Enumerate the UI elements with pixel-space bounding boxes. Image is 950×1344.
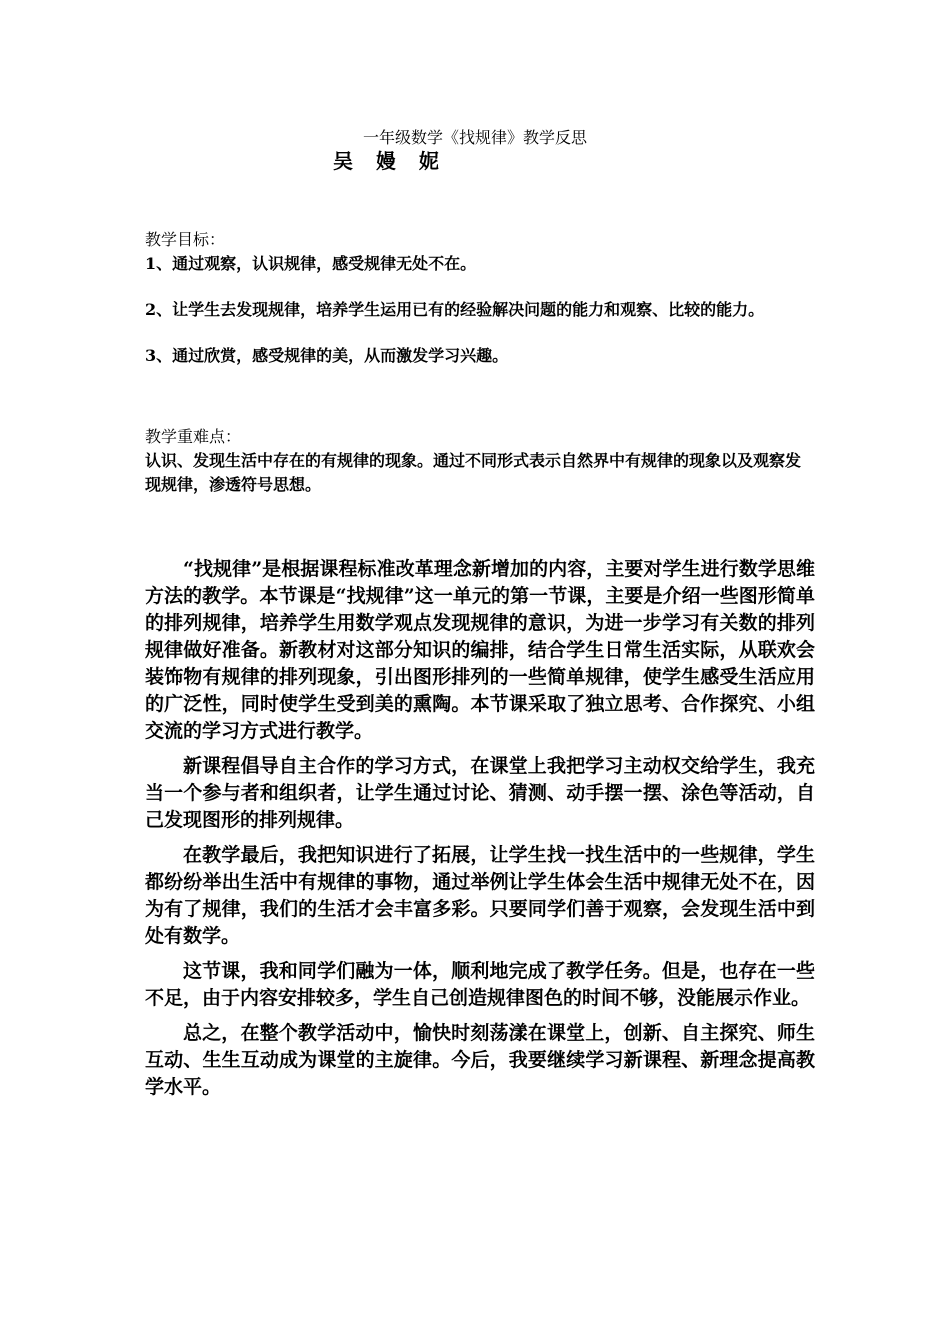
author-name: 吴 嫚 妮 bbox=[333, 149, 447, 173]
body-paragraph-1: “找规律”是根据课程标准改革理念新增加的内容，主要对学生进行数学思维方法的教学。本节课是“找规律”这一单元的第一节课，主要是介绍一些图形简单的排列规律，培养学生用数学观点发现规律的意识，为进一步学习有关数的排列规律做好准备。新教材对这部分知识的编排，结合学生日常生活实际，从联欢会装饰物有规律的排列现象，引出图形排列的一些简单规律，使学生感受生活应用的广泛性，同时使学生受到美的熏陶。本节课采取了独立思考、合作探究、小组交流的学习方式进行教学。 bbox=[145, 558, 815, 742]
teaching-goals-heading: 教学目标： bbox=[145, 230, 226, 249]
goal-item-1: 1、通过观察，认识规律，感受规律无处不在。 bbox=[145, 254, 477, 273]
goal-item-2: 2、让学生去发现规律，培养学生运用已有的经验解决问题的能力和观察、比较的能力。 bbox=[145, 300, 765, 319]
body-paragraph-4: 这节课，我和同学们融为一体，顺利地完成了教学任务。但是，也存在一些不足，由于内容安排较多，学生自己创造规律图色的时间不够，没能展示作业。 bbox=[145, 960, 815, 1009]
key-points-heading: 教学重难点： bbox=[145, 427, 242, 446]
body-paragraph-2: 新课程倡导自主合作的学习方式，在课堂上我把学习主动权交给学生，我充当一个参与者和组织者，让学生通过讨论、猜测、动手摆一摆、涂色等活动，自己发现图形的排列规律。 bbox=[145, 755, 815, 831]
key-points-section bbox=[145, 425, 815, 497]
key-points-text: 认识、发现生活中存在的有规律的现象。通过不同形式表示自然界中有规律的现象以及观察发现规律，渗透符号思想。 bbox=[145, 451, 802, 494]
body-paragraph-3: 在教学最后，我把知识进行了拓展，让学生找一找生活中的一些规律，学生都纷纷举出生活中有规律的事物，通过举例让学生体会生活中规律无处不在，因为有了规律，我们的生活才会丰富多彩。只要同学们善于观察，会发现生活中到处有数学。 bbox=[145, 844, 815, 947]
reflection-body bbox=[145, 556, 815, 1101]
document-title: 一年级数学《找规律》教学反思 bbox=[362, 128, 587, 147]
goal-item-3: 3、通过欣赏，感受规律的美，从而激发学习兴趣。 bbox=[145, 346, 509, 365]
teaching-goals-section bbox=[145, 228, 815, 368]
body-paragraph-5: 总之，在整个教学活动中，愉快时刻荡漾在课堂上，创新、自主探究、师生互动、生生互动成为课堂的主旋律。今后，我要继续学习新课程、新理念提高教学水平。 bbox=[145, 1022, 815, 1098]
